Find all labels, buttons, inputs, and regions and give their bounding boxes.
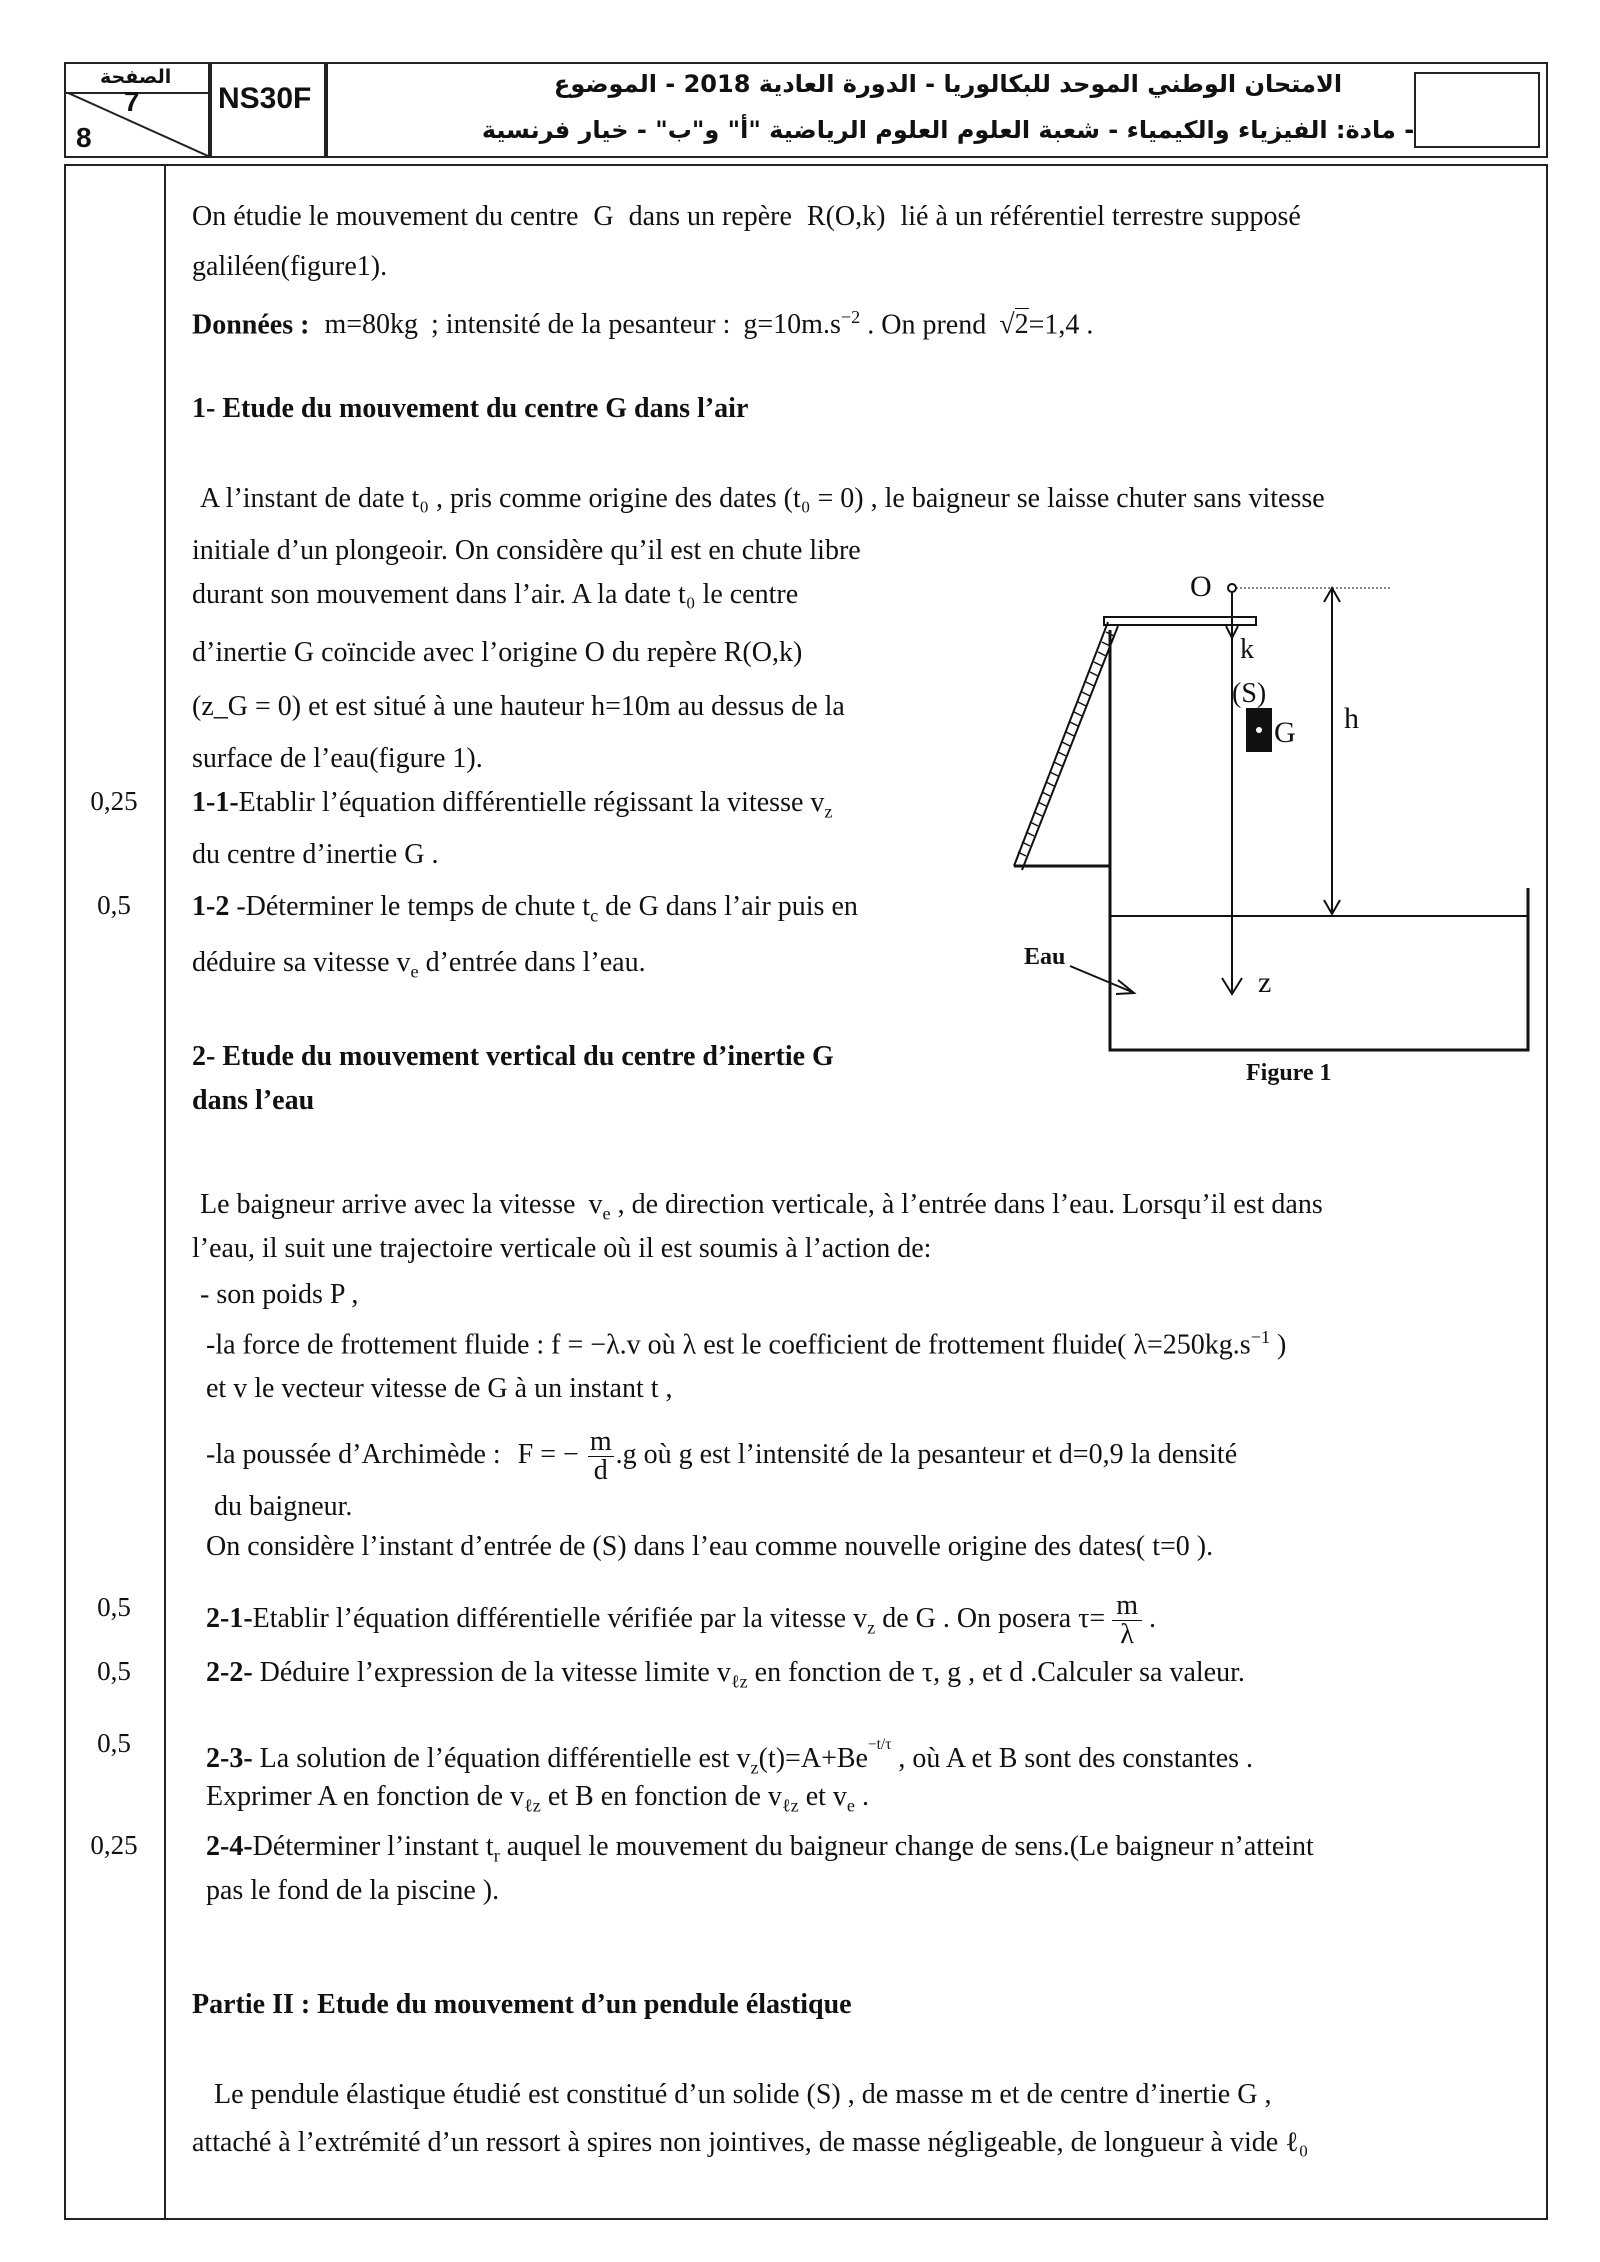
paragraph3-line2: attaché à l’extrémité d’un ressort à spires non jointives, de masse négligeable, de longueur à vide ℓ₀ (192, 2127, 1309, 2158)
paragraph2-line8: On considère l’instant d’entrée de (S) dans l’eau comme nouvelle origine des dates( t=0 ). (206, 1531, 1214, 1562)
figure-label-eau: Eau (1024, 944, 1066, 970)
pool-outline (1110, 630, 1528, 1050)
score-q2-3: 0,5 (97, 1728, 131, 1758)
exam-code: NS30F (218, 82, 312, 115)
paragraph1-line4: d’inertie G coïncide avec l’origine O du repère R(O,k) (192, 637, 803, 668)
paragraph1-line5: (z_G = 0) et est situé à une hauteur h=10m au dessus de la (192, 691, 845, 722)
total-pages: 8 (76, 122, 92, 153)
question-1-2-line2: déduire sa vitesse $v_e$ d’entrée dans l’eau. (192, 947, 646, 982)
figure-1-diagram (1000, 560, 1540, 1100)
exam-title-line2: - مادة: الفيزياء والكيمياء - شعبة العلوم العلوم الرياضية "أ" و"ب" - خيار فرنسية (481, 116, 1415, 144)
section2-title-line2: dans l’eau (192, 1085, 315, 1116)
paragraph2-line4: -la force de frottement fluide : f = −λ.v où λ est le coefficient de frottement fluide( $\lambda=250kg.s^{-1}$ ) (206, 1327, 1287, 1361)
section1-title: 1- Etude du mouvement du centre G dans l’air (192, 393, 749, 424)
origin-point (1228, 584, 1236, 592)
figure-label-g: G (1274, 716, 1296, 749)
part2-title: Partie II : Etude du mouvement d’un pendule élastique (192, 1989, 852, 2020)
section2-title-line1: 2- Etude du mouvement vertical du centre d’inertie G (192, 1041, 834, 1072)
exam-title-box (326, 62, 1548, 158)
eau-arrow (1070, 966, 1132, 992)
paragraph1-line6: surface de l’eau(figure 1). (192, 743, 483, 774)
score-q2-2: 0,5 (97, 1656, 131, 1686)
figure-label-z: z (1258, 966, 1272, 999)
question-1-2: 1-2 -Déterminer le temps de chute $t_c$ de G dans l’air puis en (192, 891, 858, 926)
exam-title-line1: الامتحان الوطني الموحد للبكالوريا - الدورة العادية 2018 - الموضوع (553, 70, 1343, 98)
paragraph1-line1: A l’instant de date t₀ , pris comme origine des dates (t₀ = 0) , le baigneur se laisse chuter sans vitesse (200, 483, 1325, 514)
figure-label-k: k (1240, 634, 1254, 665)
question-2-2: 2-2- Déduire l’expression de la vitesse limite $v_{\ell z}$ en fonction de τ, g , et d .Calculer sa valeur. (206, 1657, 1245, 1692)
diving-board (1104, 617, 1256, 625)
question-2-3-line2: Exprimer A en fonction de $v_{\ell z}$ et B en fonction de $v_{\ell z}$ et $v_e$ . (206, 1781, 869, 1816)
exam-code-box (210, 62, 326, 158)
score-column-divider (164, 164, 166, 2220)
donnees-line: Données : m=80kg ; intensité de la pesanteur : $g=10m.s^{-2}$ . On prend √2=1,4 . (192, 307, 1094, 341)
question-1-1: 1-1-Etablir l’équation différentielle régissant la vitesse $v_z$ (192, 787, 833, 822)
question-2-1: 2-1-Etablir l’équation différentielle vérifiée par la vitesse $v_z$ de G . On posera τ= $\frac{m}{\lambda}$ . (206, 1590, 1156, 1650)
paragraph2-line2: l’eau, il suit une trajectoire verticale où il est soumis à l’action de: (192, 1233, 932, 1264)
score-q1-1: 0,25 (90, 786, 138, 816)
paragraph2-line7: du baigneur. (214, 1491, 353, 1522)
ladder-rungs (1018, 632, 1114, 856)
score-q1-2: 0,5 (97, 890, 131, 920)
score-q2-4: 0,25 (90, 1830, 138, 1860)
figure-label-h: h (1344, 702, 1359, 735)
blank-box (1414, 72, 1540, 148)
figure-caption: Figure 1 (1246, 1060, 1332, 1086)
paragraph2-line3: - son poids P , (200, 1279, 359, 1310)
question-2-3: 2-3- La solution de l’équation différentielle est $v_z(t)=A+Be^{-t/\tau}$ , où A et B sont des constantes . (206, 1736, 1254, 1778)
paragraph2-line1: Le baigneur arrive avec la vitesse $v_e$ , de direction verticale, à l’entrée dans l’eau. Lorsqu’il est dans (200, 1189, 1323, 1224)
question-1-1-line2: du centre d’inertie G . (192, 839, 439, 870)
paragraph2-line6: -la poussée d’Archimède : F = − $\frac{m}{d}$ .g où g est l’intensité de la pesanteur et d=0,9 la densité (206, 1426, 1238, 1486)
intro-line1: On étudie le mouvement du centre G dans un repère R(O,k) lié à un référentiel terrestre supposé (192, 201, 1301, 232)
question-2-4: 2-4-Déterminer l’instant $t_r$ auquel le mouvement du baigneur change de sens.(Le baigneur n’atteint (206, 1831, 1314, 1866)
paragraph1-line3: durant son mouvement dans l’air. A la date t₀ le centre (192, 579, 799, 610)
figure-label-s: (S) (1232, 678, 1267, 709)
intro-line2: galiléen(figure1). (192, 251, 388, 282)
figure-label-o: O (1190, 570, 1212, 603)
page-word: الصفحة (100, 66, 172, 88)
paragraph1-line2: initiale d’un plongeoir. On considère qu’il est en chute libre (192, 535, 861, 566)
center-g-point (1256, 727, 1262, 733)
page-number-box (64, 62, 210, 158)
question-2-4-line2: pas le fond de la piscine ). (206, 1875, 500, 1906)
paragraph3-line1: Le pendule élastique étudié est constitué d’un solide (S) , de masse m et de centre d’inertie G , (214, 2079, 1272, 2110)
score-q2-1: 0,5 (97, 1592, 131, 1622)
page-number: 7 (124, 86, 140, 117)
paragraph2-line5: et v le vecteur vitesse de G à un instant t , (206, 1373, 673, 1404)
